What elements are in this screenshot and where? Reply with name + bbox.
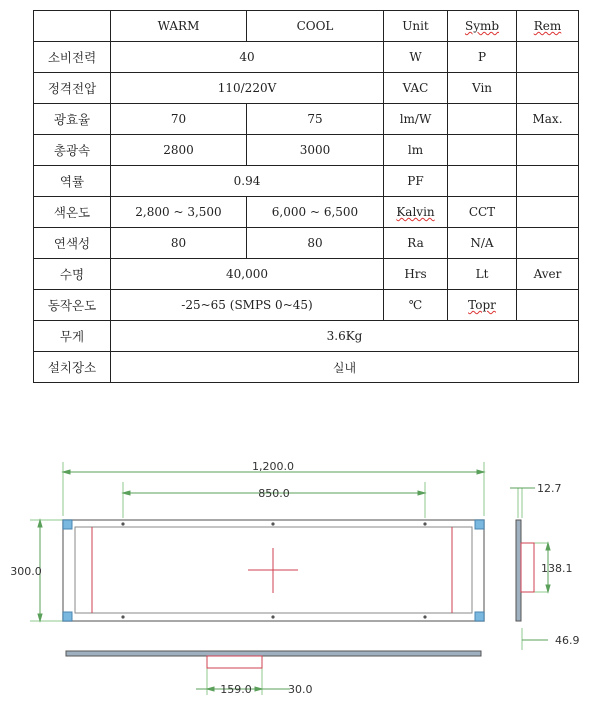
row-unit: Kalvin — [384, 197, 448, 228]
row-warm: 80 — [111, 228, 247, 259]
row-rem: Max. — [517, 104, 579, 135]
row-label: 설치장소 — [34, 352, 111, 383]
row-rem — [517, 73, 579, 104]
row-value: 40 — [111, 42, 384, 73]
row-unit: lm — [384, 135, 448, 166]
row-label: 정격전압 — [34, 73, 111, 104]
dim-box-length: 30.0 — [288, 683, 313, 696]
dim-side-depth: 46.9 — [555, 634, 580, 647]
row-value: 3.6Kg — [111, 321, 579, 352]
row-unit: Hrs — [384, 259, 448, 290]
spec-row — [34, 290, 579, 321]
spec-row — [34, 259, 579, 290]
spec-row — [34, 197, 579, 228]
row-unit: VAC — [384, 73, 448, 104]
row-symb: Lt — [448, 259, 517, 290]
spec-row — [34, 104, 579, 135]
row-label: 수명 — [34, 259, 111, 290]
row-rem — [517, 228, 579, 259]
row-label: 역률 — [34, 166, 111, 197]
row-symb: N/A — [448, 228, 517, 259]
dim-thickness: 12.7 — [537, 482, 562, 495]
row-symb — [448, 166, 517, 197]
row-label: 연색성 — [34, 228, 111, 259]
dim-mount-spacing: 850.0 — [258, 487, 290, 500]
header-cool: COOL — [247, 11, 384, 42]
row-value: 110/220V — [111, 73, 384, 104]
fixture-front-view — [66, 651, 481, 668]
header-unit: Unit — [384, 11, 448, 42]
row-symb — [448, 135, 517, 166]
row-unit: PF — [384, 166, 448, 197]
spec-row — [34, 166, 579, 197]
header-warm: WARM — [111, 11, 247, 42]
row-value: 실내 — [111, 352, 579, 383]
row-warm: 2800 — [111, 135, 247, 166]
spec-row — [34, 352, 579, 383]
fixture-top-view — [63, 520, 484, 621]
row-unit: W — [384, 42, 448, 73]
row-symb — [448, 104, 517, 135]
row-rem — [517, 135, 579, 166]
row-symb: P — [448, 42, 517, 73]
row-unit: lm/W — [384, 104, 448, 135]
row-cool: 3000 — [247, 135, 384, 166]
row-value: -25~65 (SMPS 0~45) — [111, 290, 384, 321]
spec-row — [34, 321, 579, 352]
row-label: 동작온도 — [34, 290, 111, 321]
row-symb: CCT — [448, 197, 517, 228]
row-cool: 75 — [247, 104, 384, 135]
spec-table — [33, 10, 579, 383]
row-unit: ℃ — [384, 290, 448, 321]
row-label: 총광속 — [34, 135, 111, 166]
dimension-drawing — [0, 450, 600, 711]
row-unit: Ra — [384, 228, 448, 259]
row-cool: 80 — [247, 228, 384, 259]
row-label: 무게 — [34, 321, 111, 352]
row-value: 0.94 — [111, 166, 384, 197]
header-rem: Rem — [517, 11, 579, 42]
row-label: 소비전력 — [34, 42, 111, 73]
row-symb: Vin — [448, 73, 517, 104]
spec-row — [34, 73, 579, 104]
row-rem — [517, 42, 579, 73]
spec-row — [34, 135, 579, 166]
row-rem — [517, 290, 579, 321]
row-rem — [517, 197, 579, 228]
row-warm: 70 — [111, 104, 247, 135]
row-cool: 6,000 ~ 6,500 — [247, 197, 384, 228]
header-row — [34, 11, 579, 42]
row-symb: Topr — [448, 290, 517, 321]
dim-length: 1,200.0 — [252, 460, 294, 473]
header-empty — [34, 11, 111, 42]
row-rem — [517, 166, 579, 197]
row-value: 40,000 — [111, 259, 384, 290]
row-warm: 2,800 ~ 3,500 — [111, 197, 247, 228]
row-label: 색온도 — [34, 197, 111, 228]
row-label: 광효율 — [34, 104, 111, 135]
header-symb: Symb — [448, 11, 517, 42]
spec-row — [34, 42, 579, 73]
dim-box-height: 138.1 — [541, 562, 573, 575]
fixture-side-view — [516, 520, 534, 621]
row-rem: Aver — [517, 259, 579, 290]
dim-box-offset: 159.0 — [220, 683, 252, 696]
dim-width: 300.0 — [10, 565, 42, 578]
spec-row — [34, 228, 579, 259]
